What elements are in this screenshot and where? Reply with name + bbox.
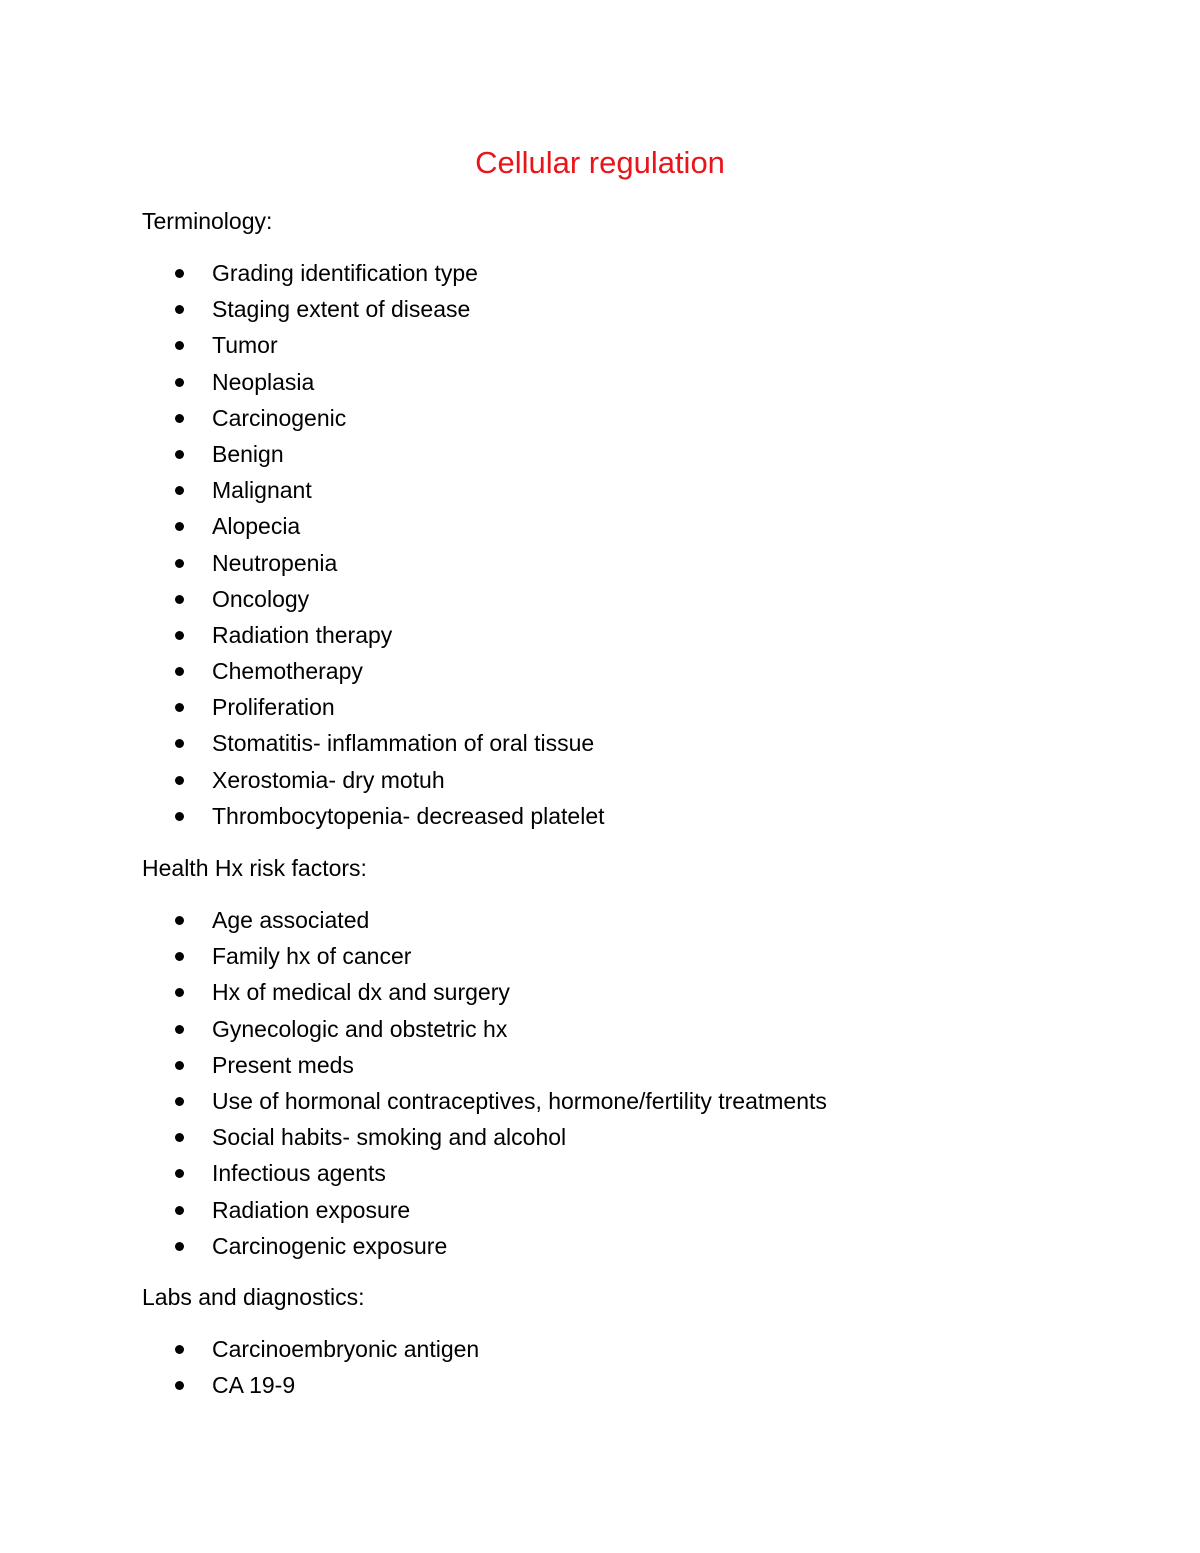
bullet-icon: [175, 522, 184, 531]
bullet-icon: [175, 450, 184, 459]
list-item-text: Family hx of cancer: [212, 943, 412, 970]
list-item-text: Stomatitis- inflammation of oral tissue: [212, 730, 595, 757]
bullet-icon: [175, 812, 184, 821]
list-item: [142, 902, 1142, 938]
list-item: [142, 1155, 1142, 1191]
list-item: [142, 508, 1142, 544]
list-item-text: Use of hormonal contraceptives, hormone/fertility treatments: [212, 1087, 827, 1114]
list-item-text: Chemotherapy: [212, 658, 363, 685]
list-item-text: Social habits- smoking and alcohol: [212, 1124, 567, 1151]
bullet-icon: [175, 378, 184, 387]
bullet-icon: [175, 952, 184, 961]
list-item: [142, 1228, 1142, 1264]
list-item: [142, 327, 1142, 363]
list-item: [142, 798, 1142, 834]
list-item: [142, 545, 1142, 581]
bullet-icon: [175, 1345, 184, 1354]
list-item-text: Tumor: [212, 332, 278, 359]
bullet-icon: [175, 595, 184, 604]
bullet-icon: [175, 739, 184, 748]
list-item: [142, 689, 1142, 725]
list-item-text: Radiation therapy: [212, 621, 393, 648]
bullet-icon: [175, 341, 184, 350]
terminology-section: [142, 203, 1142, 834]
labs-section: [142, 1279, 1142, 1403]
list-item: [142, 1011, 1142, 1047]
list-item-text: Proliferation: [212, 694, 335, 721]
section-heading: Labs and diagnostics:: [142, 1284, 365, 1310]
list-item-text: Alopecia: [212, 513, 301, 540]
bullet-icon: [175, 1025, 184, 1034]
list-item-text: Oncology: [212, 585, 310, 612]
list-item-text: Radiation exposure: [212, 1196, 411, 1223]
list-item: [142, 1367, 1142, 1403]
list-item-text: Neoplasia: [212, 368, 315, 395]
terminology-list: [142, 255, 1142, 834]
page-title: Cellular regulation: [475, 145, 725, 180]
list-item: [142, 255, 1142, 291]
list-item: [142, 472, 1142, 508]
list-item: [142, 364, 1142, 400]
bullet-icon: [175, 1097, 184, 1106]
list-item-text: Benign: [212, 440, 284, 467]
section-heading: Terminology:: [142, 208, 273, 234]
list-item-text: Malignant: [212, 477, 312, 504]
list-item: [142, 938, 1142, 974]
bullet-icon: [175, 1169, 184, 1178]
list-item-text: Carcinogenic exposure: [212, 1232, 448, 1259]
list-item: [142, 653, 1142, 689]
list-item-text: Carcinogenic: [212, 404, 347, 431]
list-item: [142, 1192, 1142, 1228]
bullet-icon: [175, 486, 184, 495]
bullet-icon: [175, 305, 184, 314]
list-item: [142, 974, 1142, 1010]
list-item-text: Thrombocytopenia- decreased platelet: [212, 802, 605, 829]
list-item-text: Age associated: [212, 907, 370, 933]
list-item-text: Carcinoembryonic antigen: [212, 1336, 480, 1362]
list-item-text: Xerostomia- dry motuh: [212, 766, 445, 793]
list-item-text: Present meds: [212, 1051, 354, 1078]
list-item: [142, 1119, 1142, 1155]
list-item-text: Gynecologic and obstetric hx: [212, 1015, 508, 1042]
list-item-text: Staging extent of disease: [212, 296, 471, 323]
bullet-icon: [175, 269, 184, 278]
section-heading: Health Hx risk factors:: [142, 855, 367, 881]
list-item-text: CA 19-9: [212, 1372, 296, 1399]
bullet-icon: [175, 559, 184, 568]
list-item: [142, 1331, 1142, 1367]
bullet-icon: [175, 1206, 184, 1215]
list-item: [142, 400, 1142, 436]
health-hx-list: [142, 902, 1142, 1264]
bullet-icon: [175, 667, 184, 676]
list-item: [142, 617, 1142, 653]
list-item-text: Infectious agents: [212, 1160, 386, 1187]
list-item-text: Hx of medical dx and surgery: [212, 979, 510, 1006]
labs-list: [142, 1331, 1142, 1403]
bullet-icon: [175, 703, 184, 712]
bullet-icon: [175, 1242, 184, 1251]
bullet-icon: [175, 1133, 184, 1142]
list-item: [142, 1047, 1142, 1083]
list-item: [142, 1083, 1142, 1119]
bullet-icon: [175, 1061, 184, 1070]
bullet-icon: [175, 776, 184, 785]
list-item-text: Grading identification type: [212, 260, 478, 286]
list-item: [142, 762, 1142, 798]
health-hx-section: [142, 850, 1142, 1264]
bullet-icon: [175, 916, 184, 925]
list-item: [142, 581, 1142, 617]
bullet-icon: [175, 1381, 184, 1390]
list-item: [142, 436, 1142, 472]
bullet-icon: [175, 631, 184, 640]
list-item: [142, 291, 1142, 327]
bullet-icon: [175, 414, 184, 423]
bullet-icon: [175, 988, 184, 997]
list-item: [142, 725, 1142, 761]
list-item-text: Neutropenia: [212, 549, 338, 576]
